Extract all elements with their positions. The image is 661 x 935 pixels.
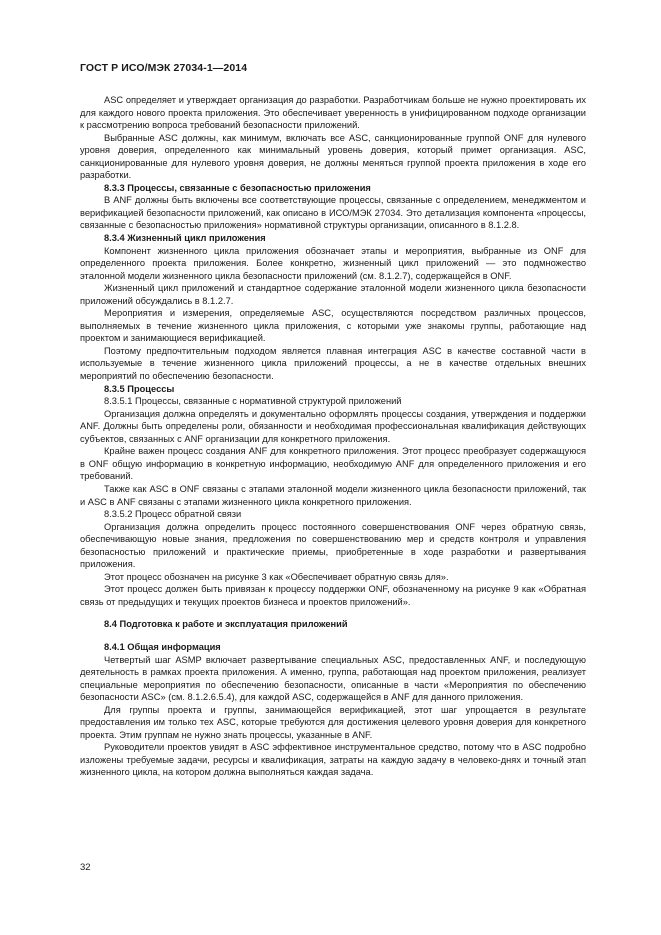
paragraph: Организация должна определять и документально оформлять процессы создания, утверждения и поддержки ANF. Должны быть определены роли, обязанности и необходимая профессиональная квалификация действующих субъектов, связанных с ANF организации для конкретного приложения. xyxy=(80,408,586,444)
paragraph: Компонент жизненного цикла приложения обозначает этапы и мероприятия, выбранные из ONF для определенного проекта приложения. Более конкретно, жизненный цикл приложений — это подмножество эталонной модели жизненного цикла безопасности приложений (см. 8.1.2.7), содержащейся в ONF. xyxy=(80,245,586,281)
section-heading-8-3-4: 8.3.4 Жизненный цикл приложения xyxy=(104,233,266,244)
paragraph: Этот процесс обозначен на рисунке 3 как «Обеспечивает обратную связь для». xyxy=(104,571,449,582)
running-header: ГОСТ Р ИСО/МЭК 27034-1—2014 xyxy=(80,62,248,74)
paragraph: Четвертый шаг ASMP включает развертывание специальных ASC, предоставленных ANF, и последующую деятельность в рамках проекта приложения. А именно, группа, работающая над проектом приложения, реализует специальные мероприятия по обеспечению безопасности, описанные в части «Мероприятия по обеспечению безопасности ASC» (см. 8.1.2.6.5.4), для каждой ASC, содержащейся в ANF для данного приложения. xyxy=(80,654,586,703)
paragraph: Руководители проектов увидят в ASC эффективное инструментальное средство, потому что в ASC подробно изложены требуемые задачи, ресурсы и квалификация, затраты на каждую задачу в человеко-днях и точный этап жизненного цикла, на котором должна выполняться каждая задача. xyxy=(80,742,586,778)
paragraph: Выбранные ASC должны, как минимум, включать все ASC, санкционированные группой ONF для нулевого уровня доверия, определенного как минимальный уровень доверия, который примет организация. ASC, санкционированные для нулевого уровня доверия, не должны меняться группой проекта приложения в ходе его разработки. xyxy=(80,132,586,181)
section-heading-8-4: 8.4 Подготовка к работе и эксплуатация приложений xyxy=(104,619,348,630)
section-heading-8-4-1: 8.4.1 Общая информация xyxy=(104,641,221,652)
paragraph: Крайне важен процесс создания ANF для конкретного приложения. Этот процесс преобразует содержащуюся в ONF общую информацию в конкретную информацию, необходимую ANF для определенного приложения и его требований. xyxy=(80,446,586,482)
paragraph: Мероприятия и измерения, определяемые ASC, осуществляются посредством различных процессов, выполняемых в течение жизненного цикла приложения, с которыми уже знакомы группы, работающие над проектом и занимающиеся верификацией. xyxy=(80,308,586,344)
paragraph: Жизненный цикл приложений и стандартное содержание эталонной модели жизненного цикла безопасности приложений обсуждались в 8.1.2.7. xyxy=(80,283,586,306)
paragraph: Также как ASC в ONF связаны с этапами эталонной модели жизненного цикла безопасности приложений, так и ASC в ANF связаны с этапами жизненного цикла конкретного приложения. xyxy=(80,483,586,507)
paragraph: Этот процесс должен быть привязан к процессу поддержки ONF, обозначенному на рисунке 9 как «Обратная связь от предыдущих и текущих проектов бизнеса и проектов приложений». xyxy=(80,584,586,607)
section-heading-8-3-3: 8.3.3 Процессы, связанные с безопасностью приложения xyxy=(104,182,371,193)
section-heading-8-3-5: 8.3.5 Процессы xyxy=(104,383,175,394)
body-text xyxy=(80,94,586,779)
paragraph: Организация должна определить процесс постоянного совершенствования ONF через обратную связь, обеспечивающую новые знания, предложения по совершенствованию мер и средств контроля и управления безопасностью приложений и практические приемы, приобретенные в ходе разработки и развертывания приложения. xyxy=(80,521,586,570)
subsection-heading-8-3-5-2: 8.3.5.2 Процесс обратной связи xyxy=(104,509,242,520)
paragraph: ASC определяет и утверждает организация до разработки. Разработчикам больше не нужно проектировать их для каждого нового проекта приложения. Это обеспечивает уверенность в унифицированном подходе организации к рассмотрению вопроса требований безопасности приложений. xyxy=(80,95,586,131)
paragraph: В ANF должны быть включены все соответствующие процессы, связанные с определением, менеджментом и верификацией безопасности приложений, как описано в ИСО/МЭК 27034. Это детализация компонента «процессы, связанные с безопасностью приложения» нормативной структуры организации, описанного в 8.1.2.8. xyxy=(80,195,586,231)
paragraph: Для группы проекта и группы, занимающейся верификацией, этот шаг упрощается в результате предоставления им только тех ASC, которые требуются для достижения целевого уровня доверия для конкретного проекта. Этим группам не нужно знать процессы, указанные в ANF. xyxy=(80,704,586,740)
paragraph: Поэтому предпочтительным подходом является плавная интеграция ASC в качестве составной части в используемые в течение жизненного цикла приложений процессы, а не в качестве отдельных внешних мероприятий по обеспечению безопасности. xyxy=(80,345,586,382)
subsection-heading-8-3-5-1: 8.3.5.1 Процессы, связанные с нормативной структурой приложений xyxy=(104,396,402,407)
page-number: 32 xyxy=(80,862,91,873)
